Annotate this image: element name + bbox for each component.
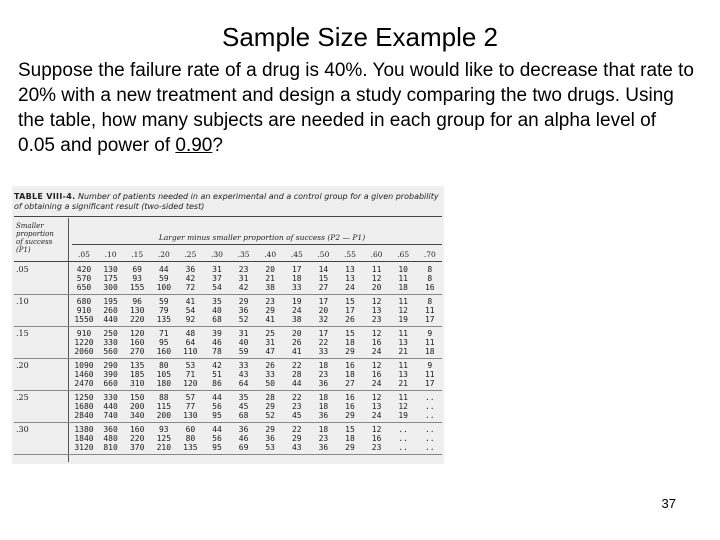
table-cell: 11 bbox=[398, 274, 408, 283]
table-cell: 35 bbox=[212, 297, 222, 306]
table-cell: 310 bbox=[129, 379, 145, 388]
table-cell: 210 bbox=[156, 443, 172, 452]
table-cell: 135 bbox=[156, 315, 172, 324]
table-cell: 125 bbox=[156, 434, 172, 443]
table-cell: 110 bbox=[183, 347, 198, 356]
table-cell: 28 bbox=[291, 370, 302, 379]
table-cell: 740 bbox=[103, 411, 118, 420]
stub-header-line: (P1) bbox=[16, 246, 31, 254]
table-cell: 77 bbox=[185, 402, 196, 411]
table-cell: 71 bbox=[158, 329, 169, 338]
table-cell: 200 bbox=[129, 402, 145, 411]
table-cell: 18 bbox=[424, 347, 435, 356]
table-cell: 200 bbox=[156, 411, 172, 420]
table-cell: 23 bbox=[318, 434, 329, 443]
table-cell: 18 bbox=[318, 425, 329, 434]
table-cell: 18 bbox=[318, 402, 329, 411]
table-cell: 20 bbox=[318, 306, 329, 315]
table-cell: 420 bbox=[76, 265, 92, 274]
table-cell: 13 bbox=[398, 338, 408, 347]
table-cell: 68 bbox=[212, 315, 222, 324]
table-cell: 10 bbox=[398, 265, 408, 274]
table-cell: 19 bbox=[291, 297, 302, 306]
table-label: TABLE VIII-4. bbox=[14, 192, 76, 201]
table-cell: 16 bbox=[345, 402, 355, 411]
table-cell: 560 bbox=[103, 347, 118, 356]
table-cell: 41 bbox=[185, 297, 196, 306]
table-cell: 18 bbox=[318, 393, 329, 402]
table-cell: 1460 bbox=[74, 370, 94, 379]
question-text-part-b: ? bbox=[212, 135, 223, 156]
table-cell: 79 bbox=[158, 306, 169, 315]
table-cell: .. bbox=[398, 425, 408, 434]
header-bottom-rule bbox=[14, 261, 442, 262]
table-cell: 480 bbox=[103, 434, 118, 443]
table-cell: 16 bbox=[371, 338, 382, 347]
table-cell: 20 bbox=[265, 265, 275, 274]
table-cell: 2840 bbox=[74, 411, 94, 420]
table-cell: 1680 bbox=[74, 402, 94, 411]
table-cell: 35 bbox=[238, 393, 249, 402]
table-cell: 680 bbox=[76, 297, 92, 306]
table-cell: 175 bbox=[103, 274, 118, 283]
table-cell: 72 bbox=[185, 283, 196, 292]
table-cell: .. bbox=[424, 393, 435, 402]
table-cell: 29 bbox=[291, 434, 302, 443]
group-divider bbox=[14, 326, 442, 327]
table-cell: 13 bbox=[371, 306, 382, 315]
table-cell: 26 bbox=[345, 315, 355, 324]
table-cell: 290 bbox=[103, 361, 118, 370]
table-cell: 1380 bbox=[74, 425, 94, 434]
table-cell: .. bbox=[424, 411, 435, 420]
table-cell: 810 bbox=[103, 443, 118, 452]
table-cell: 27 bbox=[318, 283, 329, 292]
table-cell: 12 bbox=[398, 306, 408, 315]
table-cell: 17 bbox=[318, 329, 329, 338]
table-cell: 92 bbox=[185, 315, 196, 324]
table-cell: 135 bbox=[183, 443, 198, 452]
table-cell: 12 bbox=[371, 274, 382, 283]
table-caption-text: Number of patients needed in an experimental and a control group for a given probability of obtaining a significant result (two-sided test) bbox=[14, 192, 439, 211]
table-cell: 71 bbox=[185, 370, 196, 379]
table-cell: 95 bbox=[212, 443, 222, 452]
table-cell: 23 bbox=[371, 315, 382, 324]
p1-label: .30 bbox=[16, 425, 29, 434]
table-cell: 17 bbox=[424, 315, 435, 324]
table-cell: 59 bbox=[158, 274, 169, 283]
table-cell: 11 bbox=[398, 393, 408, 402]
table-cell: 12 bbox=[371, 393, 382, 402]
table-cell: 31 bbox=[238, 329, 249, 338]
table-cell: 21 bbox=[398, 379, 408, 388]
table-cell: 15 bbox=[318, 274, 329, 283]
table-cell: 38 bbox=[291, 315, 302, 324]
question-text-part-a: Suppose the failure rate of a drug is 40%. You would like to decrease that rate to 20% with a new treatment and design a study comparing the two drugs. Using the table, how many subjects are needed in each group for an alpha level of 0.05 and power of bbox=[18, 60, 694, 156]
table-cell: 44 bbox=[212, 425, 222, 434]
table-cell: 13 bbox=[345, 274, 355, 283]
table-cell: 36 bbox=[238, 306, 249, 315]
table-cell: 910 bbox=[76, 306, 92, 315]
table-cell: 31 bbox=[212, 265, 222, 274]
group-divider bbox=[14, 294, 442, 295]
table-cell: 11 bbox=[398, 361, 408, 370]
table-cell: 40 bbox=[238, 338, 249, 347]
table-cell: 18 bbox=[345, 370, 355, 379]
table-cell: 50 bbox=[265, 379, 275, 388]
group-divider bbox=[14, 390, 442, 391]
power-value: 0.90 bbox=[175, 135, 213, 156]
table-cell: 370 bbox=[129, 443, 145, 452]
table-cell: 18 bbox=[291, 274, 302, 283]
sample-size-table-scan bbox=[12, 186, 444, 464]
table-cell: 45 bbox=[238, 402, 249, 411]
table-cell: 13 bbox=[398, 370, 408, 379]
table-cell: 18 bbox=[345, 434, 355, 443]
table-cell: 16 bbox=[371, 370, 382, 379]
table-cell: 80 bbox=[158, 361, 169, 370]
table-cell: 18 bbox=[398, 283, 408, 292]
table-cell: 68 bbox=[238, 411, 249, 420]
table-cell: 130 bbox=[129, 306, 145, 315]
table-cell: 23 bbox=[238, 265, 249, 274]
table-cell: 195 bbox=[103, 297, 118, 306]
table-cell: 13 bbox=[371, 402, 382, 411]
p1-label: .05 bbox=[16, 265, 29, 274]
table-cell: 2060 bbox=[74, 347, 94, 356]
table-cell: 19 bbox=[398, 315, 408, 324]
table-cell: 43 bbox=[291, 443, 302, 452]
table-cell: 220 bbox=[129, 434, 145, 443]
table-cell: 26 bbox=[265, 361, 275, 370]
table-cell: 135 bbox=[129, 361, 145, 370]
column-header: .50 bbox=[317, 250, 330, 259]
table-cell: 86 bbox=[212, 379, 222, 388]
column-header: .60 bbox=[370, 250, 383, 259]
table-cell: .. bbox=[424, 443, 435, 452]
table-cell: 15 bbox=[345, 425, 355, 434]
table-cell: 96 bbox=[132, 297, 142, 306]
table-cell: 23 bbox=[265, 297, 275, 306]
table-cell: 115 bbox=[156, 402, 172, 411]
table-cell: 59 bbox=[158, 297, 169, 306]
table-cell: 11 bbox=[424, 338, 435, 347]
table-cell: 300 bbox=[103, 283, 118, 292]
table-cell: 24 bbox=[371, 379, 382, 388]
table-cell: 160 bbox=[156, 347, 172, 356]
stub-header-line: of success bbox=[16, 238, 53, 246]
table-cell: 93 bbox=[158, 425, 169, 434]
table-cell: 16 bbox=[424, 283, 435, 292]
table-cell: 660 bbox=[103, 379, 118, 388]
column-header: .70 bbox=[423, 250, 436, 259]
table-cell: 33 bbox=[291, 283, 302, 292]
stub-divider bbox=[68, 218, 69, 462]
table-cell: .. bbox=[398, 443, 408, 452]
table-cell: 59 bbox=[238, 347, 249, 356]
table-cell: 40 bbox=[212, 306, 222, 315]
table-cell: .. bbox=[424, 425, 435, 434]
table-cell: 160 bbox=[129, 338, 145, 347]
table-cell: 440 bbox=[103, 315, 118, 324]
table-cell: 17 bbox=[291, 265, 302, 274]
table-cell: 44 bbox=[212, 393, 222, 402]
group-divider bbox=[14, 358, 442, 359]
table-cell: 36 bbox=[318, 443, 329, 452]
table-cell: 1090 bbox=[74, 361, 94, 370]
table-cell: 22 bbox=[291, 425, 302, 434]
table-cell: .. bbox=[398, 434, 408, 443]
table-cell: 11 bbox=[398, 329, 408, 338]
table-cell: 78 bbox=[212, 347, 222, 356]
table-cell: 46 bbox=[212, 338, 222, 347]
table-cell: 11 bbox=[424, 370, 435, 379]
stub-header-line: proportion bbox=[16, 230, 54, 238]
table-cell: 23 bbox=[371, 443, 382, 452]
table-cell: 19 bbox=[398, 411, 408, 420]
table-cell: 41 bbox=[291, 347, 302, 356]
table-cell: 910 bbox=[76, 329, 92, 338]
table-cell: 12 bbox=[371, 425, 382, 434]
table-cell: 9 bbox=[427, 361, 433, 370]
table-cell: 17 bbox=[345, 306, 355, 315]
table-cell: 38 bbox=[265, 283, 275, 292]
table-cell: 12 bbox=[371, 329, 382, 338]
table-cell: 56 bbox=[212, 402, 222, 411]
table-cell: 27 bbox=[345, 379, 355, 388]
table-cell: 100 bbox=[156, 283, 172, 292]
table-cell: 26 bbox=[291, 338, 302, 347]
table-cell: 11 bbox=[398, 297, 408, 306]
table-top-rule bbox=[14, 216, 442, 217]
table-cell: 53 bbox=[185, 361, 196, 370]
table-cell: 41 bbox=[265, 315, 275, 324]
table-cell: 69 bbox=[132, 265, 142, 274]
table-cell: 24 bbox=[345, 283, 355, 292]
table-cell: 52 bbox=[265, 411, 275, 420]
table-cell: 16 bbox=[345, 393, 355, 402]
table-cell: 330 bbox=[103, 338, 118, 347]
table-cell: 14 bbox=[318, 265, 329, 274]
stub-header-line: Smaller bbox=[16, 222, 44, 230]
table-cell: 440 bbox=[103, 402, 118, 411]
table-cell: 20 bbox=[291, 329, 302, 338]
table-cell: 36 bbox=[265, 434, 275, 443]
p1-label: .25 bbox=[16, 393, 29, 402]
table-cell: 47 bbox=[265, 347, 275, 356]
table-cell: 330 bbox=[103, 393, 118, 402]
group-divider bbox=[14, 422, 442, 423]
table-cell: 36 bbox=[318, 379, 329, 388]
table-cell: 570 bbox=[76, 274, 92, 283]
table-cell: 33 bbox=[265, 370, 275, 379]
table-cell: 24 bbox=[291, 306, 302, 315]
column-header: .35 bbox=[237, 250, 250, 259]
table-cell: 20 bbox=[371, 283, 382, 292]
table-cell: 44 bbox=[158, 265, 169, 274]
table-cell: 105 bbox=[156, 370, 172, 379]
table-cell: 42 bbox=[185, 274, 196, 283]
slide-title: Sample Size Example 2 bbox=[221, 22, 499, 52]
table-cell: .. bbox=[424, 434, 435, 443]
table-cell: 21 bbox=[398, 347, 408, 356]
column-header: .55 bbox=[344, 250, 356, 259]
table-cell: 29 bbox=[345, 347, 355, 356]
column-header: .15 bbox=[131, 250, 144, 259]
table-cell: 31 bbox=[265, 338, 275, 347]
table-cell: 17 bbox=[424, 379, 435, 388]
table-cell: 1250 bbox=[74, 393, 94, 402]
table-cell: 42 bbox=[212, 361, 222, 370]
table-cell: 185 bbox=[129, 370, 145, 379]
table-cell: 33 bbox=[318, 347, 329, 356]
table-cell: 29 bbox=[265, 402, 275, 411]
table-cell: 21 bbox=[265, 274, 275, 283]
table-cell: 360 bbox=[103, 425, 118, 434]
column-header: .65 bbox=[397, 250, 410, 259]
column-header: .20 bbox=[157, 250, 170, 259]
table-cell: 650 bbox=[76, 283, 92, 292]
table-cell: 53 bbox=[265, 443, 275, 452]
table-cell: 130 bbox=[103, 265, 118, 274]
question-text bbox=[18, 58, 698, 158]
table-cell: 28 bbox=[265, 393, 275, 402]
table-cell: 42 bbox=[238, 283, 249, 292]
column-header: .30 bbox=[211, 250, 223, 259]
column-header: .25 bbox=[184, 250, 197, 259]
table-cell: 18 bbox=[345, 338, 355, 347]
table-cell: 9 bbox=[427, 329, 433, 338]
table-cell: 64 bbox=[185, 338, 196, 347]
table-cell: .. bbox=[424, 402, 435, 411]
table-cell: 1550 bbox=[74, 315, 94, 324]
table-cell: 56 bbox=[212, 434, 222, 443]
table-cell: 51 bbox=[212, 370, 222, 379]
table-cell: 11 bbox=[371, 265, 382, 274]
table-cell: 15 bbox=[345, 329, 355, 338]
table-cell: 43 bbox=[238, 370, 249, 379]
table-cell: 39 bbox=[212, 329, 222, 338]
table-cell: 36 bbox=[238, 425, 249, 434]
p1-label: .10 bbox=[16, 297, 29, 306]
p1-label: .15 bbox=[16, 329, 29, 338]
table-cell: 23 bbox=[318, 370, 329, 379]
table-cell: 18 bbox=[318, 361, 329, 370]
table-cell: 16 bbox=[345, 361, 355, 370]
table-cell: 44 bbox=[291, 379, 302, 388]
table-cell: 180 bbox=[156, 379, 172, 388]
table-cell: 11 bbox=[424, 306, 435, 315]
table-cell: 36 bbox=[318, 411, 329, 420]
table-cell: 120 bbox=[183, 379, 198, 388]
p1-label: .20 bbox=[16, 361, 29, 370]
table-cell: 54 bbox=[185, 306, 196, 315]
spanner-rule bbox=[72, 244, 442, 245]
table-cell: 260 bbox=[103, 306, 118, 315]
table-cell: 95 bbox=[212, 411, 222, 420]
table-cell: 29 bbox=[238, 297, 249, 306]
table-cell: 29 bbox=[345, 443, 355, 452]
page-number: 37 bbox=[661, 496, 676, 511]
table-cell: 22 bbox=[291, 393, 302, 402]
table-cell: 88 bbox=[158, 393, 169, 402]
table-cell: 37 bbox=[212, 274, 222, 283]
table-cell: 36 bbox=[185, 265, 196, 274]
table-cell: 1220 bbox=[74, 338, 94, 347]
table-cell: 60 bbox=[185, 425, 196, 434]
table-cell: 8 bbox=[427, 274, 433, 283]
table-cell: 22 bbox=[318, 338, 329, 347]
table-cell: 95 bbox=[158, 338, 169, 347]
table-cell: 8 bbox=[427, 265, 433, 274]
table-cell: 13 bbox=[345, 265, 355, 274]
table-cell: 93 bbox=[132, 274, 142, 283]
table-cell: 23 bbox=[291, 402, 302, 411]
table-cell: 340 bbox=[129, 411, 145, 420]
table-cell: 150 bbox=[129, 393, 145, 402]
column-header: .40 bbox=[264, 250, 277, 259]
table-cell: 3120 bbox=[74, 443, 94, 452]
table-cell: 12 bbox=[398, 402, 408, 411]
table-cell: 16 bbox=[371, 434, 382, 443]
table-cell: 250 bbox=[103, 329, 118, 338]
table-cell: 45 bbox=[291, 411, 302, 420]
column-header: .10 bbox=[104, 250, 117, 259]
table-cell: 12 bbox=[371, 297, 382, 306]
table-cell: 8 bbox=[427, 297, 433, 306]
table-cell: 52 bbox=[238, 315, 249, 324]
column-header: .05 bbox=[78, 250, 90, 259]
table-cell: 15 bbox=[345, 297, 355, 306]
table-cell: 69 bbox=[238, 443, 249, 452]
column-header: .45 bbox=[290, 250, 303, 259]
table-cell: 390 bbox=[103, 370, 118, 379]
group-divider bbox=[14, 454, 442, 455]
table-cell: 29 bbox=[345, 411, 355, 420]
table-cell: 1840 bbox=[74, 434, 94, 443]
table-cell: 17 bbox=[318, 297, 329, 306]
table-cell: 160 bbox=[129, 425, 145, 434]
table-cell: 57 bbox=[185, 393, 196, 402]
table-cell: 29 bbox=[265, 425, 275, 434]
table-cell: 24 bbox=[371, 347, 382, 356]
table-cell: 155 bbox=[129, 283, 145, 292]
spanner-header: Larger minus smaller proportion of success (P2 — P1) bbox=[158, 233, 366, 242]
table-cell: 22 bbox=[291, 361, 302, 370]
table-cell: 130 bbox=[183, 411, 198, 420]
table-caption bbox=[14, 192, 444, 212]
table-cell: 12 bbox=[371, 361, 382, 370]
table-cell: 270 bbox=[129, 347, 145, 356]
table-cell: 29 bbox=[265, 306, 275, 315]
table-cell: 54 bbox=[212, 283, 222, 292]
table-cell: 48 bbox=[185, 329, 196, 338]
stub-header bbox=[16, 222, 66, 254]
table-cell: 24 bbox=[371, 411, 382, 420]
table-cell: 25 bbox=[265, 329, 275, 338]
table-cell: 64 bbox=[238, 379, 249, 388]
table-cell: 80 bbox=[185, 434, 196, 443]
table-cell: 120 bbox=[129, 329, 145, 338]
table-cell: 220 bbox=[129, 315, 145, 324]
table-cell: 32 bbox=[318, 315, 329, 324]
table-cell: 33 bbox=[238, 361, 249, 370]
table-cell: 46 bbox=[238, 434, 249, 443]
table-cell: 31 bbox=[238, 274, 249, 283]
table-cell: 2470 bbox=[74, 379, 94, 388]
